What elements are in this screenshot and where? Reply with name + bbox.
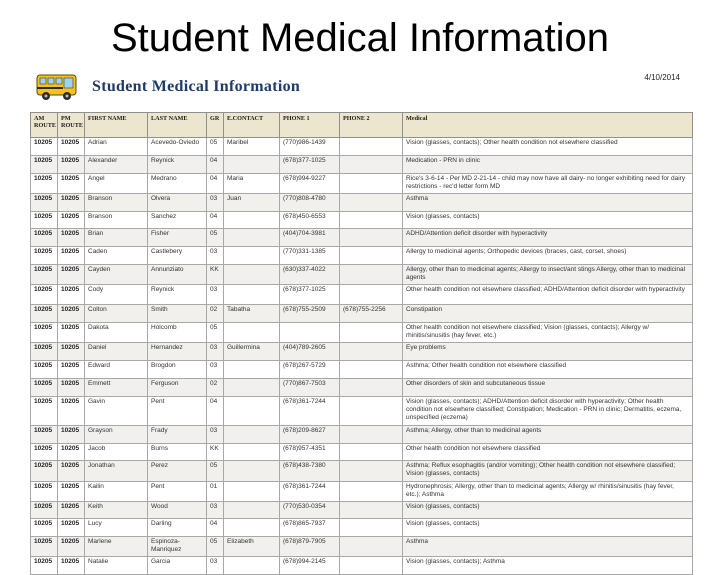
cell-last-name: Perez <box>148 461 207 481</box>
cell-phone-1: (678)438-7380 <box>280 461 340 481</box>
cell-am-route: 10205 <box>31 481 58 501</box>
medical-information-sheet <box>30 66 692 566</box>
cell-pm-route: 10205 <box>58 211 85 229</box>
cell-phone-1: (678)450-6553 <box>280 211 340 229</box>
cell-am-route: 10205 <box>31 155 58 173</box>
cell-grade: 03 <box>207 285 224 305</box>
cell-grade: 04 <box>207 155 224 173</box>
cell-am-route: 10205 <box>31 138 58 156</box>
cell-phone-2 <box>340 443 403 461</box>
cell-am-route: 10205 <box>31 173 58 193</box>
column-header-phone-2: PHONE 2 <box>340 113 403 138</box>
cell-last-name: Acevedo-Oviedo <box>148 138 207 156</box>
table-row <box>31 193 693 211</box>
cell-pm-route: 10205 <box>58 425 85 443</box>
cell-phone-1 <box>280 323 340 343</box>
cell-last-name: Wood <box>148 501 207 519</box>
cell-pm-route: 10205 <box>58 155 85 173</box>
cell-grade: KK <box>207 443 224 461</box>
cell-am-route: 10205 <box>31 378 58 396</box>
cell-phone-1: (630)337-4022 <box>280 264 340 284</box>
cell-grade: 03 <box>207 557 224 575</box>
column-header-am-route: AM ROUTE <box>31 113 58 138</box>
school-bus-icon <box>36 72 78 102</box>
cell-emergency-contact <box>224 396 280 425</box>
cell-emergency-contact: Juan <box>224 193 280 211</box>
cell-medical: Vision (glasses, contacts); ADHD/Attention deficit disorder with hyperactivity; Other health condition not elsewhere classified; Constipation; Medication - PRN in clinic; Dermatitis, eczema, unspecified (eczema) <box>403 396 693 425</box>
cell-pm-route: 10205 <box>58 343 85 361</box>
column-header-last-name: LAST NAME <box>148 113 207 138</box>
cell-phone-2 <box>340 155 403 173</box>
cell-phone-2 <box>340 425 403 443</box>
cell-grade: 05 <box>207 537 224 557</box>
cell-am-route: 10205 <box>31 443 58 461</box>
cell-phone-1: (678)209-8627 <box>280 425 340 443</box>
table-row <box>31 285 693 305</box>
cell-pm-route: 10205 <box>58 378 85 396</box>
cell-medical: Other disorders of skin and subcutaneous tissue <box>403 378 693 396</box>
cell-emergency-contact <box>224 247 280 265</box>
table-row <box>31 557 693 575</box>
table-row <box>31 443 693 461</box>
cell-am-route: 10205 <box>31 211 58 229</box>
cell-phone-2 <box>340 138 403 156</box>
cell-first-name: Daniel <box>85 343 148 361</box>
cell-medical: Other health condition not elsewhere classified; ADHD/Attention deficit disorder with hyperactivity <box>403 285 693 305</box>
cell-medical: Asthma; Reflux esophagitis (and/or vomiting); Other health condition not elsewhere classified; Vision (glasses, contacts) <box>403 461 693 481</box>
cell-medical: Other health condition not elsewhere classified; Vision (glasses, contacts); Allergy w/ rhinitis/sinusitis (hay fever, etc.) <box>403 323 693 343</box>
document-title: Student Medical Information <box>92 78 301 95</box>
cell-first-name: Branson <box>85 193 148 211</box>
cell-pm-route: 10205 <box>58 138 85 156</box>
cell-phone-2 <box>340 247 403 265</box>
cell-phone-1: (678)994-9227 <box>280 173 340 193</box>
cell-phone-1: (770)867-7503 <box>280 378 340 396</box>
cell-last-name: Ferguson <box>148 378 207 396</box>
cell-grade: 03 <box>207 343 224 361</box>
cell-pm-route: 10205 <box>58 264 85 284</box>
cell-phone-2 <box>340 264 403 284</box>
table-row <box>31 323 693 343</box>
cell-grade: 04 <box>207 173 224 193</box>
cell-phone-1: (678)377-1025 <box>280 285 340 305</box>
cell-medical: Eye problems <box>403 343 693 361</box>
table-row <box>31 361 693 379</box>
cell-phone-1: (404)704-3981 <box>280 229 340 247</box>
cell-am-route: 10205 <box>31 193 58 211</box>
column-header-phone-1: PHONE 1 <box>280 113 340 138</box>
cell-am-route: 10205 <box>31 305 58 323</box>
cell-first-name: Caden <box>85 247 148 265</box>
cell-medical: ADHD/Attention deficit disorder with hyperactivity <box>403 229 693 247</box>
cell-emergency-contact <box>224 481 280 501</box>
table-row <box>31 343 693 361</box>
cell-grade: 01 <box>207 481 224 501</box>
cell-phone-2 <box>340 361 403 379</box>
cell-phone-1: (770)331-1385 <box>280 247 340 265</box>
cell-emergency-contact: Maribel <box>224 138 280 156</box>
cell-emergency-contact <box>224 461 280 481</box>
cell-emergency-contact <box>224 211 280 229</box>
cell-emergency-contact <box>224 229 280 247</box>
cell-phone-1: (678)755-2509 <box>280 305 340 323</box>
cell-medical: Vision (glasses, contacts) <box>403 519 693 537</box>
cell-emergency-contact <box>224 264 280 284</box>
cell-first-name: Gavin <box>85 396 148 425</box>
cell-medical: Hydronephrosis; Allergy, other than to medicinal agents; Allergy w/ rhinitis/sinusitis (hay fever, etc.); Asthma <box>403 481 693 501</box>
cell-phone-2 <box>340 501 403 519</box>
cell-emergency-contact <box>224 378 280 396</box>
cell-phone-1: (678)377-1025 <box>280 155 340 173</box>
cell-medical: Constipation <box>403 305 693 323</box>
cell-emergency-contact <box>224 425 280 443</box>
cell-pm-route: 10205 <box>58 461 85 481</box>
cell-grade: 05 <box>207 138 224 156</box>
column-header-first-name: FIRST NAME <box>85 113 148 138</box>
cell-pm-route: 10205 <box>58 247 85 265</box>
table-row <box>31 173 693 193</box>
cell-grade: 04 <box>207 211 224 229</box>
table-row <box>31 481 693 501</box>
cell-phone-2 <box>340 378 403 396</box>
cell-last-name: Sanchez <box>148 211 207 229</box>
cell-emergency-contact: Maria <box>224 173 280 193</box>
cell-phone-2 <box>340 461 403 481</box>
cell-phone-2 <box>340 343 403 361</box>
cell-pm-route: 10205 <box>58 519 85 537</box>
cell-first-name: Cayden <box>85 264 148 284</box>
cell-grade: 03 <box>207 193 224 211</box>
cell-last-name: Reynick <box>148 285 207 305</box>
cell-pm-route: 10205 <box>58 305 85 323</box>
cell-last-name: Espinoza-Manriquez <box>148 537 207 557</box>
cell-pm-route: 10205 <box>58 481 85 501</box>
cell-last-name: Frady <box>148 425 207 443</box>
cell-grade: 03 <box>207 425 224 443</box>
cell-phone-1: (678)361-7244 <box>280 396 340 425</box>
cell-pm-route: 10205 <box>58 361 85 379</box>
cell-medical: Allergy, other than to medicinal agents; Allergy to insect/ant stings Allergy, other than to medicinal agents <box>403 264 693 284</box>
cell-first-name: Jonathan <box>85 461 148 481</box>
slide-title: Student Medical Information <box>110 16 610 60</box>
table-row <box>31 425 693 443</box>
cell-grade: 05 <box>207 323 224 343</box>
cell-medical: Allergy to medicinal agents; Orthopedic devices (braces, cast, corset, shoes) <box>403 247 693 265</box>
column-header-emergency-contact: E.CONTACT <box>224 113 280 138</box>
cell-am-route: 10205 <box>31 461 58 481</box>
cell-pm-route: 10205 <box>58 396 85 425</box>
cell-am-route: 10205 <box>31 323 58 343</box>
cell-medical: Asthma; Other health condition not elsewhere classified <box>403 361 693 379</box>
cell-first-name: Marlene <box>85 537 148 557</box>
cell-medical: Medication - PRN in clinic <box>403 155 693 173</box>
cell-last-name: Pent <box>148 481 207 501</box>
cell-phone-2 <box>340 193 403 211</box>
cell-pm-route: 10205 <box>58 323 85 343</box>
cell-first-name: Natalie <box>85 557 148 575</box>
cell-last-name: Pent <box>148 396 207 425</box>
cell-grade: KK <box>207 264 224 284</box>
cell-first-name: Adrian <box>85 138 148 156</box>
cell-medical: Vision (glasses, contacts) <box>403 501 693 519</box>
cell-first-name: Keith <box>85 501 148 519</box>
cell-grade: 03 <box>207 501 224 519</box>
cell-last-name: Darling <box>148 519 207 537</box>
cell-am-route: 10205 <box>31 285 58 305</box>
cell-medical: Rice's 3-6-14 - Per MD 2-21-14 - child may now have all dairy- no longer exhibiting need for dairy restrictions - rec'd letter form MD <box>403 173 693 193</box>
table-row <box>31 378 693 396</box>
cell-first-name: Grayson <box>85 425 148 443</box>
cell-medical: Other health condition not elsewhere classified <box>403 443 693 461</box>
cell-first-name: Branson <box>85 211 148 229</box>
table-row <box>31 501 693 519</box>
cell-grade: 03 <box>207 361 224 379</box>
cell-first-name: Jacob <box>85 443 148 461</box>
cell-phone-1: (770)530-0354 <box>280 501 340 519</box>
cell-last-name: Reynick <box>148 155 207 173</box>
cell-phone-2 <box>340 396 403 425</box>
cell-first-name: Colton <box>85 305 148 323</box>
student-medical-table <box>30 112 693 575</box>
cell-first-name: Lucy <box>85 519 148 537</box>
cell-medical: Asthma <box>403 193 693 211</box>
document-date: 4/10/2014 <box>644 73 680 82</box>
cell-first-name: Edward <box>85 361 148 379</box>
cell-phone-2 <box>340 211 403 229</box>
cell-first-name: Dakota <box>85 323 148 343</box>
table-row <box>31 211 693 229</box>
cell-last-name: Hernandez <box>148 343 207 361</box>
cell-phone-2 <box>340 173 403 193</box>
cell-am-route: 10205 <box>31 343 58 361</box>
cell-grade: 05 <box>207 461 224 481</box>
cell-last-name: Smith <box>148 305 207 323</box>
column-header-medical: Medical <box>403 113 693 138</box>
cell-last-name: Olvera <box>148 193 207 211</box>
cell-first-name: Angel <box>85 173 148 193</box>
cell-emergency-contact <box>224 443 280 461</box>
cell-medical: Asthma; Allergy, other than to medicinal agents <box>403 425 693 443</box>
cell-grade: 04 <box>207 396 224 425</box>
cell-last-name: Medrano <box>148 173 207 193</box>
cell-grade: 02 <box>207 305 224 323</box>
cell-emergency-contact: Guillermina <box>224 343 280 361</box>
cell-last-name: Annunziato <box>148 264 207 284</box>
cell-am-route: 10205 <box>31 557 58 575</box>
cell-grade: 03 <box>207 247 224 265</box>
cell-emergency-contact <box>224 155 280 173</box>
cell-phone-1: (404)789-2605 <box>280 343 340 361</box>
cell-pm-route: 10205 <box>58 193 85 211</box>
cell-phone-2 <box>340 519 403 537</box>
table-row <box>31 396 693 425</box>
table-row <box>31 519 693 537</box>
cell-am-route: 10205 <box>31 396 58 425</box>
table-row <box>31 155 693 173</box>
table-row <box>31 138 693 156</box>
cell-emergency-contact <box>224 323 280 343</box>
cell-emergency-contact <box>224 501 280 519</box>
column-header-pm-route: PM ROUTE <box>58 113 85 138</box>
cell-emergency-contact: Tabatha <box>224 305 280 323</box>
table-header-row <box>31 113 693 138</box>
cell-am-route: 10205 <box>31 264 58 284</box>
cell-emergency-contact <box>224 361 280 379</box>
cell-grade: 05 <box>207 229 224 247</box>
table-row <box>31 264 693 284</box>
cell-am-route: 10205 <box>31 229 58 247</box>
cell-phone-1: (770)808-4780 <box>280 193 340 211</box>
cell-phone-1: (678)957-4351 <box>280 443 340 461</box>
cell-last-name: Castlebery <box>148 247 207 265</box>
cell-emergency-contact <box>224 519 280 537</box>
cell-last-name: Holcomb <box>148 323 207 343</box>
cell-first-name: Alexander <box>85 155 148 173</box>
cell-pm-route: 10205 <box>58 229 85 247</box>
cell-grade: 04 <box>207 519 224 537</box>
cell-last-name: Garcia <box>148 557 207 575</box>
cell-medical: Vision (glasses, contacts) <box>403 211 693 229</box>
cell-am-route: 10205 <box>31 537 58 557</box>
cell-pm-route: 10205 <box>58 443 85 461</box>
cell-phone-2 <box>340 229 403 247</box>
cell-phone-2: (678)755-2256 <box>340 305 403 323</box>
cell-pm-route: 10205 <box>58 557 85 575</box>
cell-last-name: Fisher <box>148 229 207 247</box>
cell-emergency-contact <box>224 557 280 575</box>
cell-phone-1: (678)879-7905 <box>280 537 340 557</box>
cell-pm-route: 10205 <box>58 501 85 519</box>
cell-grade: 02 <box>207 378 224 396</box>
table-row <box>31 229 693 247</box>
cell-am-route: 10205 <box>31 361 58 379</box>
cell-am-route: 10205 <box>31 247 58 265</box>
column-header-grade: GR <box>207 113 224 138</box>
cell-emergency-contact <box>224 285 280 305</box>
cell-phone-2 <box>340 481 403 501</box>
cell-first-name: Kailin <box>85 481 148 501</box>
cell-last-name: Brogdon <box>148 361 207 379</box>
cell-phone-2 <box>340 557 403 575</box>
cell-last-name: Burns <box>148 443 207 461</box>
cell-phone-2 <box>340 323 403 343</box>
cell-medical: Vision (glasses, contacts); Asthma <box>403 557 693 575</box>
table-row <box>31 461 693 481</box>
table-row <box>31 247 693 265</box>
cell-medical: Vision (glasses, contacts); Other health condition not elsewhere classified <box>403 138 693 156</box>
cell-phone-2 <box>340 285 403 305</box>
cell-am-route: 10205 <box>31 519 58 537</box>
table-row <box>31 305 693 323</box>
cell-phone-1: (770)986-1439 <box>280 138 340 156</box>
cell-am-route: 10205 <box>31 501 58 519</box>
cell-medical: Asthma <box>403 537 693 557</box>
cell-pm-route: 10205 <box>58 537 85 557</box>
cell-phone-1: (678)994-2145 <box>280 557 340 575</box>
cell-pm-route: 10205 <box>58 173 85 193</box>
cell-am-route: 10205 <box>31 425 58 443</box>
cell-first-name: Cody <box>85 285 148 305</box>
cell-phone-1: (678)267-5729 <box>280 361 340 379</box>
cell-emergency-contact: Elizabeth <box>224 537 280 557</box>
cell-phone-1: (678)361-7244 <box>280 481 340 501</box>
cell-first-name: Emmett <box>85 378 148 396</box>
cell-pm-route: 10205 <box>58 285 85 305</box>
cell-phone-1: (678)865-7937 <box>280 519 340 537</box>
cell-first-name: Brian <box>85 229 148 247</box>
